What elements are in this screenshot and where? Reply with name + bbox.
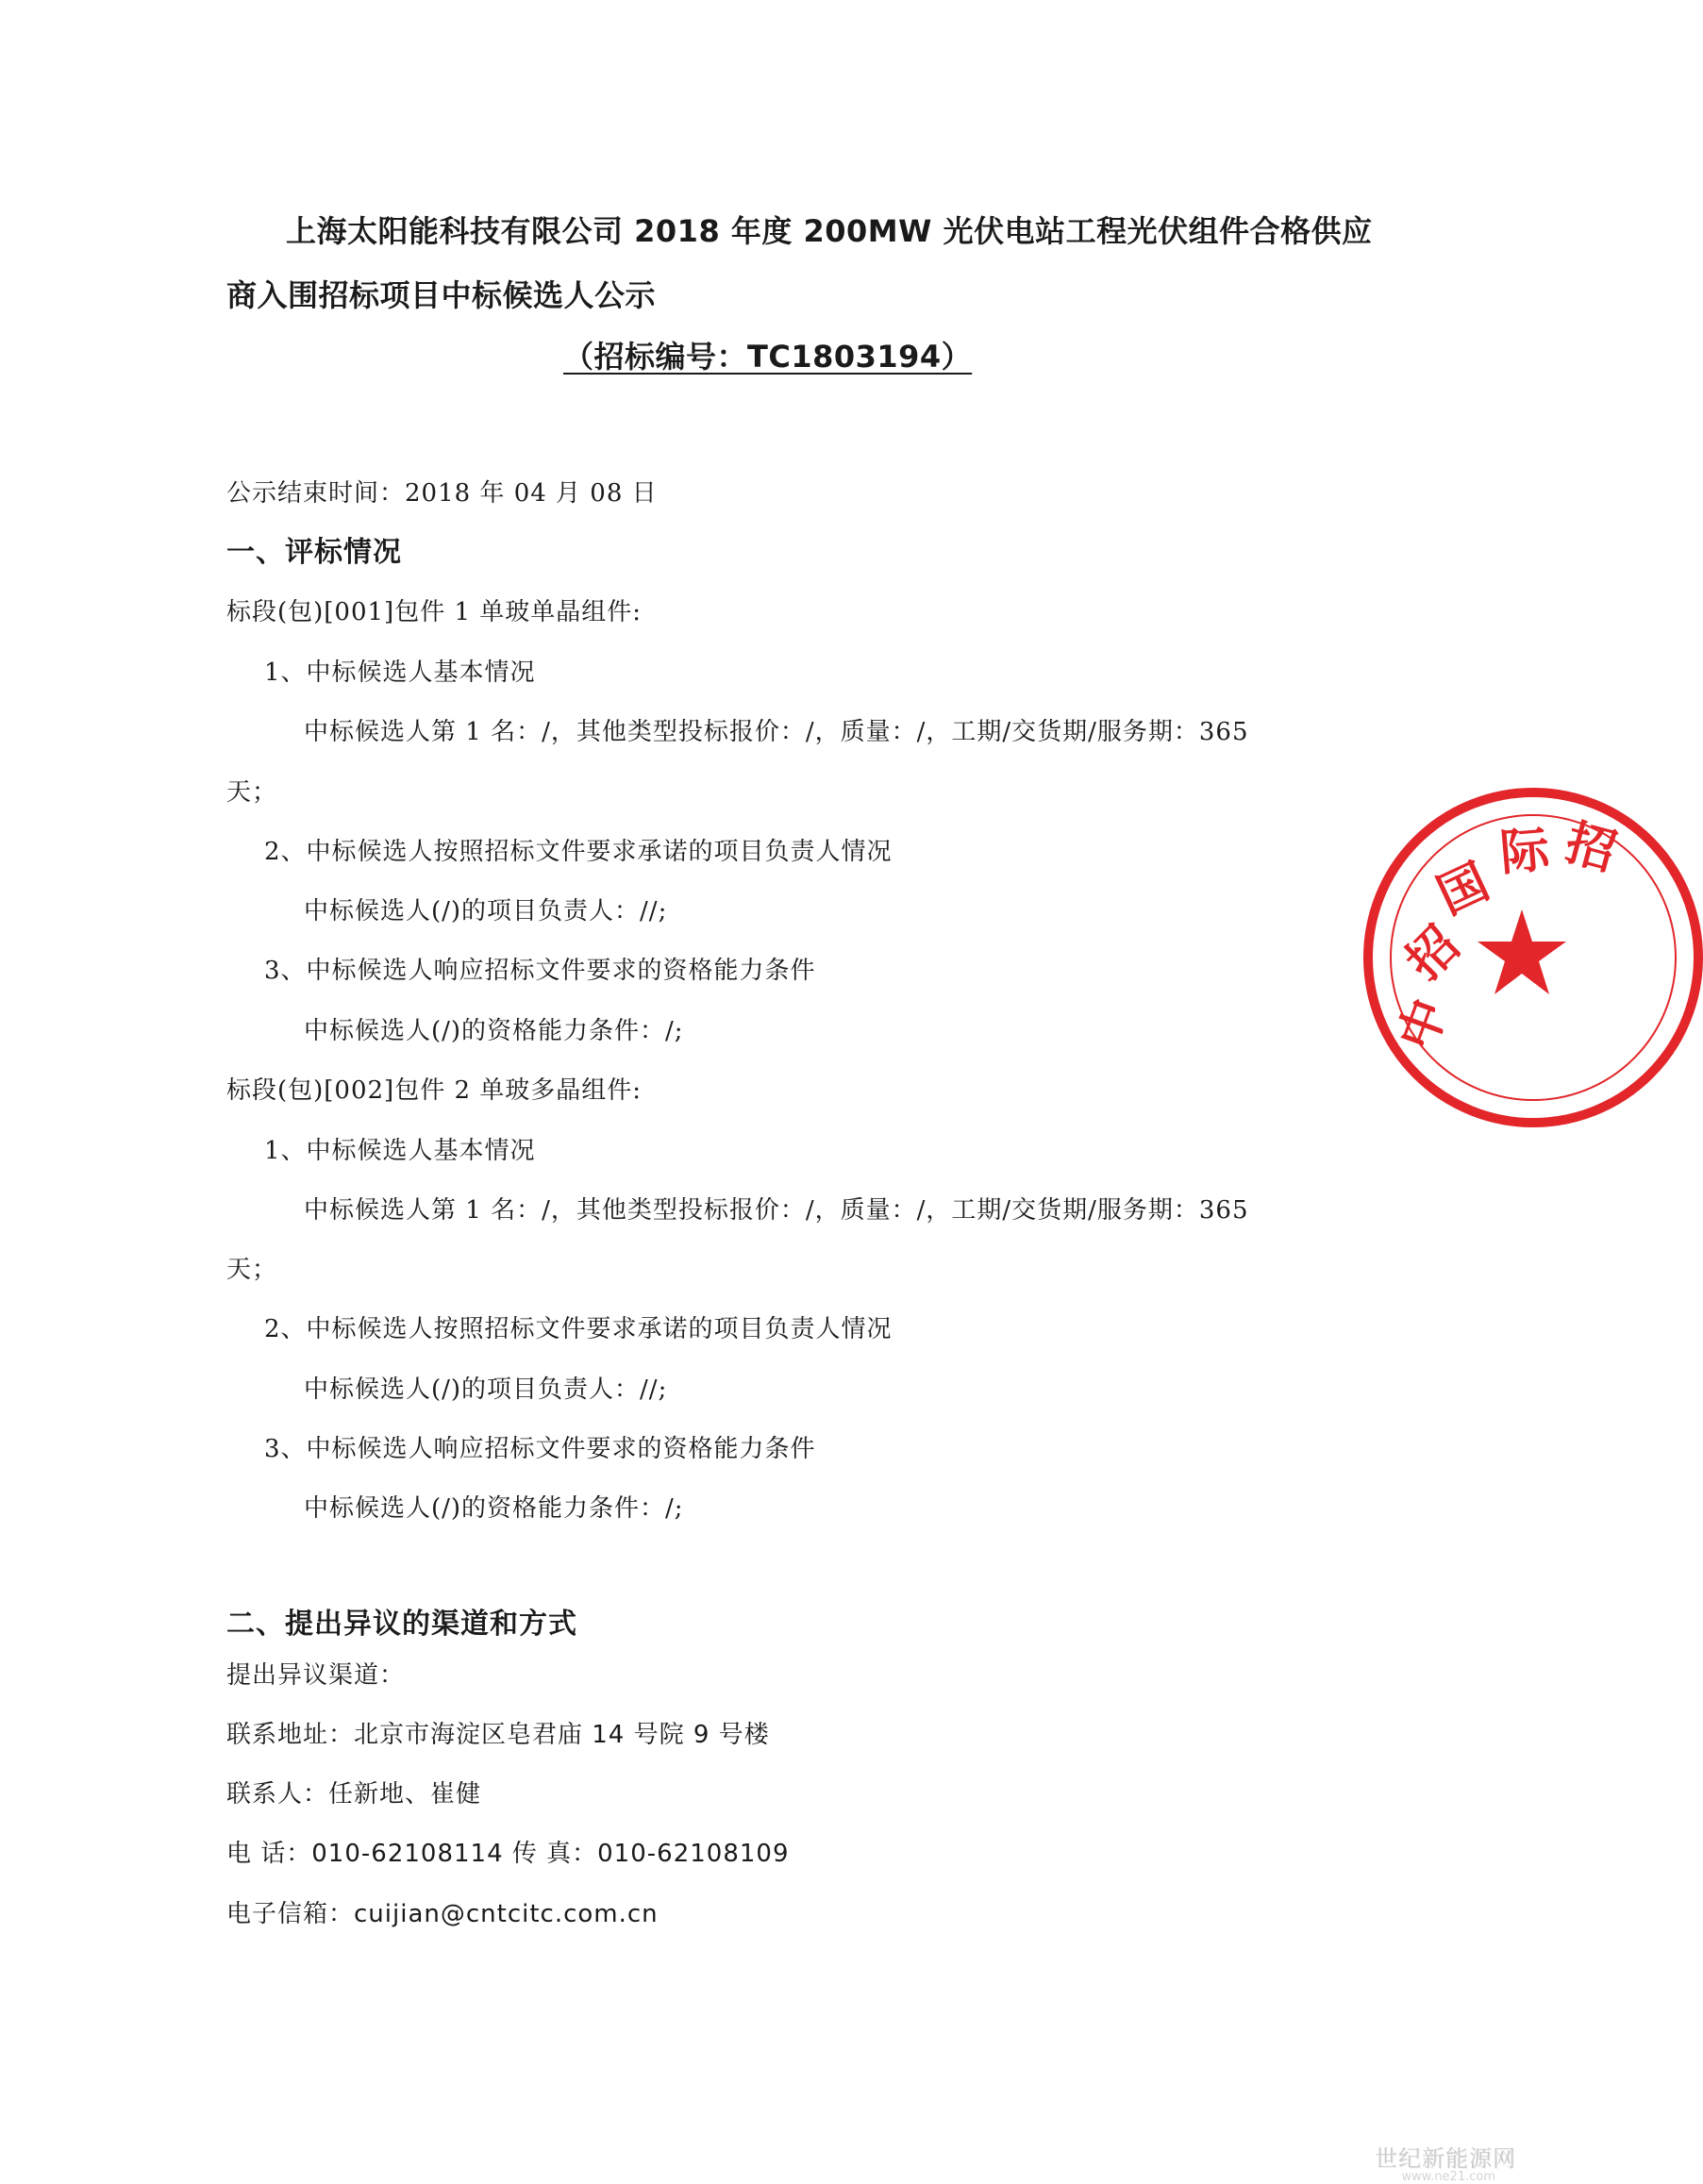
lot-002-item-3-detail: 中标候选人(/)的资格能力条件：/; — [304, 1494, 684, 1523]
contact-address: 联系地址：北京市海淀区皂君庙 14 号院 9 号楼 — [226, 1721, 770, 1749]
contact-email: 电子信箱：cuijian@cntcitc.com.cn — [226, 1900, 659, 1928]
lot-002-item-1-detail: 中标候选人第 1 名：/，其他类型投标报价：/，质量：/，工期/交货期/服务期：365 — [304, 1196, 1249, 1225]
contact-persons: 联系人：任新地、崔健 — [226, 1780, 482, 1809]
lot-001-label: 标段(包)[001]包件 1 单玻单晶组件: — [226, 598, 643, 626]
lot-001-item-3-detail: 中标候选人(/)的资格能力条件：/; — [304, 1017, 684, 1045]
announcement-end-time: 公示结束时间：2018 年 04 月 08 日 — [226, 479, 658, 508]
lot-001-item-3-title: 3、中标候选人响应招标文件要求的资格能力条件 — [264, 957, 816, 985]
lot-001-item-1-detail: 中标候选人第 1 名：/，其他类型投标报价：/，质量：/，工期/交货期/服务期：365 — [304, 718, 1249, 746]
seal-char: 国 — [1428, 853, 1498, 926]
lot-001-item-1-detail-cont: 天； — [226, 778, 278, 807]
section-1-heading: 一、评标情况 — [226, 536, 402, 569]
section-2-heading: 二、提出异议的渠道和方式 — [226, 1608, 577, 1641]
lot-002-item-2-detail: 中标候选人(/)的项目负责人：//; — [304, 1375, 668, 1404]
seal-char: 中 — [1388, 992, 1460, 1058]
tender-code: （招标编号：TC1803194） — [563, 339, 973, 375]
title-line-1: 上海太阳能科技有限公司 2018 年度 200MW 光伏电站工程光伏组件合格供应 — [286, 213, 1373, 249]
objection-channel-label: 提出异议渠道： — [226, 1661, 406, 1690]
lot-002-label: 标段(包)[002]包件 2 单玻多晶组件: — [226, 1076, 643, 1105]
lot-002-item-2-title: 2、中标候选人按照招标文件要求承诺的项目负责人情况 — [264, 1315, 893, 1343]
lot-002-item-1-detail-cont: 天； — [226, 1256, 278, 1284]
seal-char: 际 — [1497, 821, 1552, 883]
site-watermark: 世纪新能源网 — [1375, 2145, 1516, 2172]
lot-002-item-3-title: 3、中标候选人响应招标文件要求的资格能力条件 — [264, 1435, 816, 1463]
seal-char: 招 — [1395, 916, 1471, 992]
seal-char: 招 — [1560, 814, 1622, 882]
contact-phone-fax: 电 话：010-62108114 传 真：010-62108109 — [226, 1840, 790, 1868]
official-seal — [1363, 788, 1703, 1127]
lot-001-item-1-title: 1、中标候选人基本情况 — [264, 659, 536, 687]
star-icon — [1475, 906, 1569, 1000]
site-watermark-url: www.ne21.com — [1401, 2170, 1495, 2184]
lot-001-item-2-detail: 中标候选人(/)的项目负责人：//; — [304, 897, 668, 925]
title-line-2: 商入围招标项目中标候选人公示 — [226, 277, 657, 313]
lot-001-item-2-title: 2、中标候选人按照招标文件要求承诺的项目负责人情况 — [264, 838, 893, 866]
lot-002-item-1-title: 1、中标候选人基本情况 — [264, 1137, 536, 1165]
